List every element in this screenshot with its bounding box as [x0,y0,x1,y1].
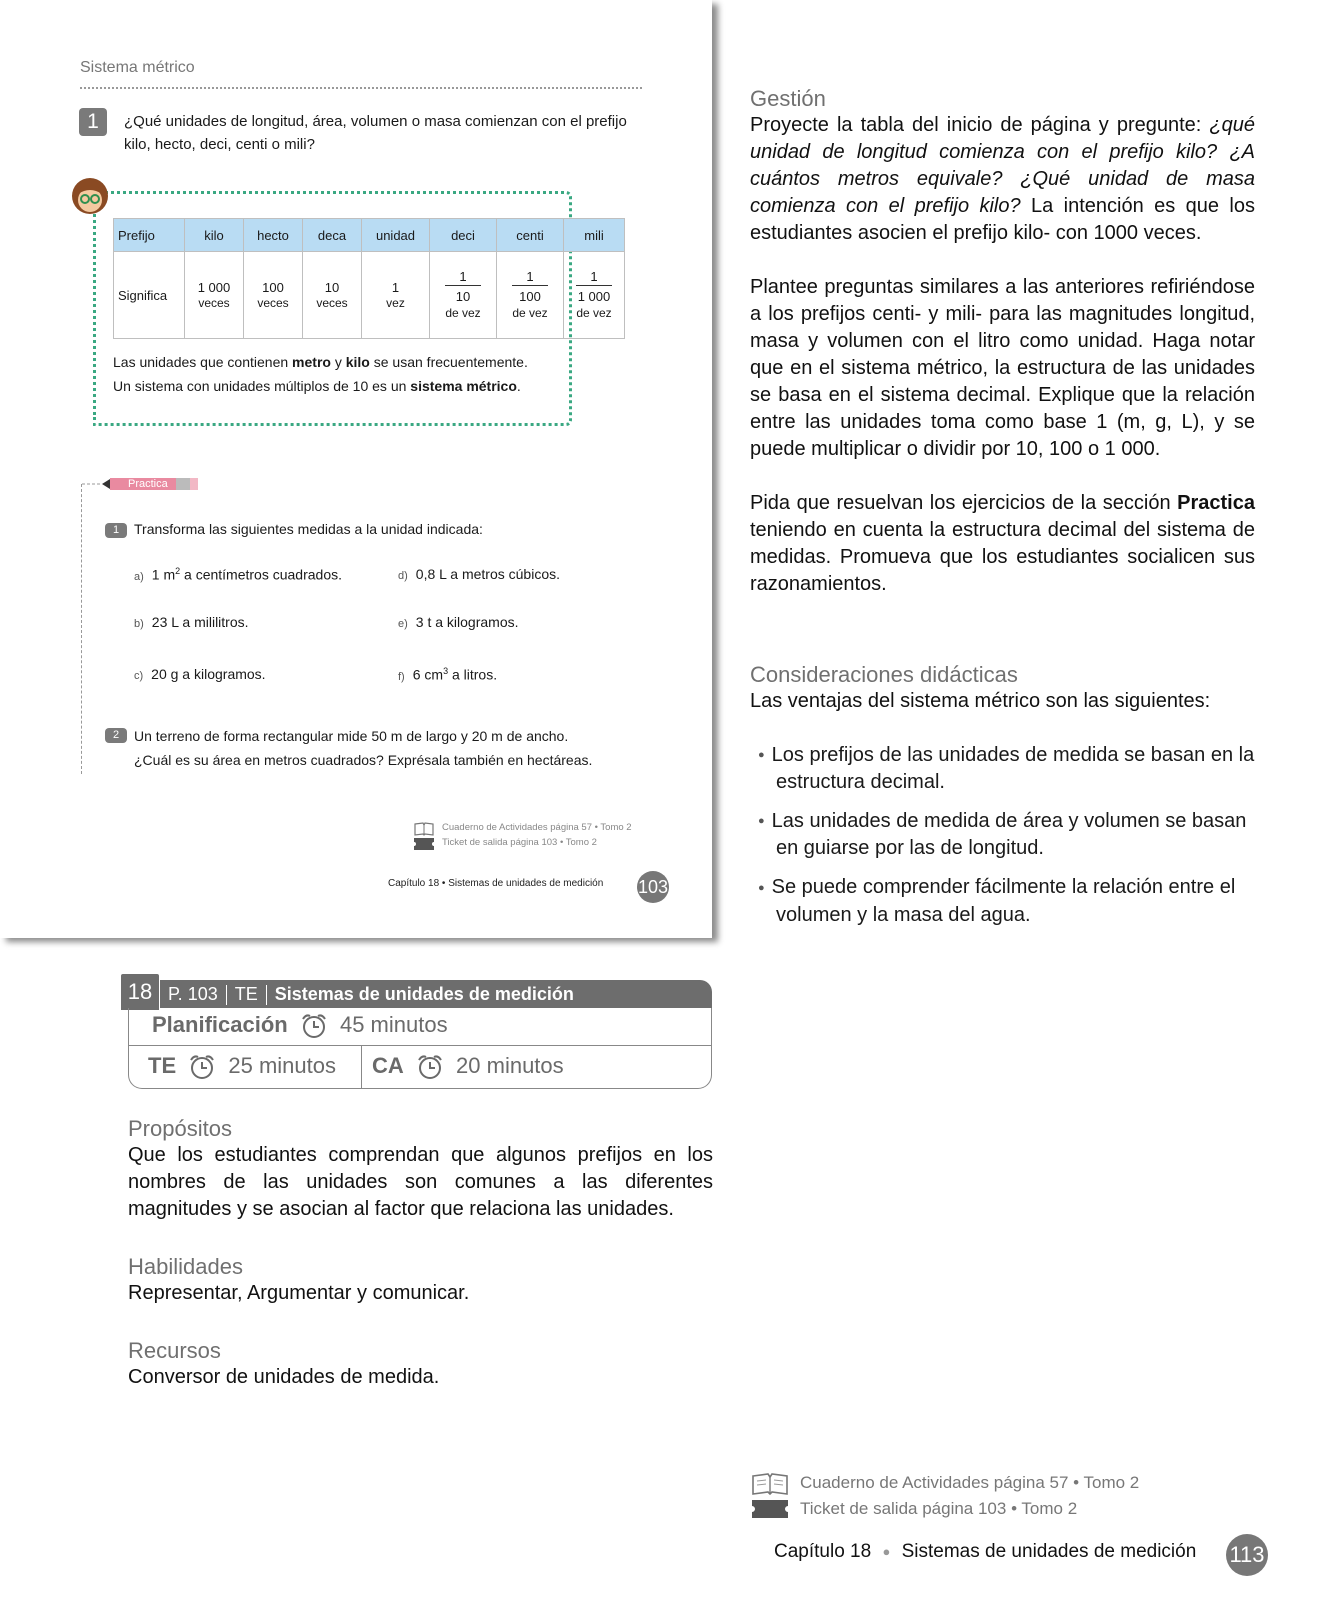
gestion-section [750,86,1255,598]
student-character-icon [70,176,110,216]
student-page-chapter: Capítulo 18 • Sistemas de unidades de medición [388,878,604,889]
ticket-icon [752,1500,788,1518]
exercise-item-d: d) 0,8 L a metros cúbicos. [398,566,560,582]
planning-header-bar [160,980,712,1008]
student-page-preview [0,0,712,938]
meaning-kilo: 1 000 veces [185,252,244,339]
prefix-deci: deci [430,219,497,252]
exercise-item-c: c) 20 g a kilogramos. [134,666,266,682]
alarm-clock-icon [416,1054,444,1080]
list-item: ● Los prefijos de las unidades de medida se basan en la estructura decimal. [750,742,1255,796]
prefix-deca: deca [303,219,362,252]
exercise-1-text: Transforma las siguientes medidas a la unidad indicada: [134,521,483,537]
prefix-hecto: hecto [244,219,303,252]
question-number: 1 [79,108,107,136]
page-reference: P. 103 [168,984,218,1004]
planning-divider [128,1045,712,1046]
exercise-item-e: e) 3 t a kilogramos. [398,614,519,630]
prefix-unidad: unidad [362,219,430,252]
meaning-hecto: 100 veces [244,252,303,339]
recursos-section [128,1338,713,1391]
section-title: Propósitos [128,1116,232,1141]
meaning-deci: 1 10 de vez [430,252,497,339]
section-intro: Las ventajas del sistema métrico son las siguientes: [750,690,1211,712]
student-page-header: Sistema métrico [80,59,195,76]
meaning-unidad: 1 vez [362,252,430,339]
prefix-centi: centi [497,219,564,252]
practice-label: Practica [128,478,168,490]
habilidades-section [128,1254,713,1307]
section-body: Representar, Argumentar y comunicar. [128,1282,470,1304]
exercise-2-text: Un terreno de forma rectangular mide 50 m de largo y 20 m de ancho. ¿Cuál es su área en metros cuadrados? Exprésala también en hectáreas. [134,728,593,768]
chapter-number-tab: 18 [119,972,161,1012]
page-number: 113 [1226,1534,1268,1576]
te-tag: TE [234,984,258,1004]
section-body: Que los estudiantes comprendan que algunos prefijos en los nombres de las unidades son comunes a las diferentes magnitudes y se asocian al factor que relaciona las unidades. [128,1144,713,1220]
section-title: Habilidades [128,1254,243,1279]
gestion-paragraph-3: Pida que resuelvan los ejercicios de la sección Practica teniendo en cuenta la estructura decimal del sistema de medidas. Promueva que los estudiantes socialicen sus razonamientos. [750,492,1255,595]
table-row-label: Significa [114,252,185,339]
propositos-section [128,1116,713,1223]
section-body: Conversor de unidades de medida. [128,1366,440,1388]
prefix-mili: mili [564,219,625,252]
planning-title: Sistemas de unidades de medición [274,984,574,1004]
consideraciones-section [750,662,1255,941]
exercise-item-a: a) 1 $m^2$ a centímetros cuadrados. [134,566,343,583]
gestion-paragraph-2: Plantee preguntas similares a las anteriores refiriéndose a los prefijos centi- y mili- para las magnitudes longitud, masa y volumen con el litro como unidad. Haga notar que en el sistema métrico, la estructura de las unidades se basa en el sistema decimal. Explique que la relación entre las unidades toma como base 1 (m, g, L), y se puede multiplicar o dividir por 10, 100 o 1 000. [750,276,1255,460]
planning-ca: CA 20 minutos [372,1053,564,1080]
alarm-clock-icon [188,1054,216,1080]
planning-divider-vertical [361,1046,362,1088]
list-item: ● Se puede comprender fácilmente la relación entre el volumen y la masa del agua. [750,874,1255,928]
info-note: Las unidades que contienen metro y kilo se usan frecuentemente. Un sistema con unidades múltiplos de 10 es un sistema métrico. [113,354,528,394]
question-text: ¿Qué unidades de longitud, área, volumen o masa comienzan con el prefijo kilo, hecto, deci, centi o mili? [124,113,627,153]
exit-ticket-reference: Ticket de salida página 103 • Tomo 2 [800,1499,1078,1518]
section-title: Gestión [750,86,826,111]
gestion-paragraph-1: Proyecte la tabla del inicio de página y pregunte: ¿qué unidad de longitud comienza con el prefijo kilo? ¿A cuántos metros equivale? ¿Qué unidad de masa comienza con el prefijo kilo? La intención es que los estudiantes asocien el prefijo kilo- con 1000 veces. [750,114,1255,244]
prefix-kilo: kilo [185,219,244,252]
book-icon [752,1473,788,1495]
section-title: Recursos [128,1338,221,1363]
meaning-deca: 10 veces [303,252,362,339]
exercise-item-f: f) 6 $cm^3$ a litros. [398,666,498,683]
chapter-footer: Capítulo 18 ● Sistemas de unidades de medición [774,1541,1197,1562]
student-page-number: 103 [637,871,669,903]
book-icon [414,822,434,836]
planning-total: Planificación 45 minutos [152,1012,448,1039]
prefix-table [113,218,625,339]
workbook-reference: Cuaderno de Actividades página 57 • Tomo 2 [800,1473,1140,1492]
exercise-item-b: b) 23 L a mililitros. [134,614,249,630]
alarm-clock-icon [300,1013,328,1039]
list-item: ● Las unidades de medida de área y volumen se basan en guiarse por las de longitud. [750,808,1255,862]
exit-ticket-reference: Ticket de salida página 103 • Tomo 2 [442,837,597,848]
planning-te: TE 25 minutos [148,1053,336,1080]
meaning-centi: 1 100 de vez [497,252,564,339]
practice-bracket [81,484,82,774]
table-header-label: Prefijo [114,219,185,252]
advantages-list [750,742,1255,929]
header-divider [80,87,642,89]
workbook-reference: Cuaderno de Actividades página 57 • Tomo 2 [442,822,632,833]
exercise-1-number: 1 [105,523,127,538]
exercise-2-number: 2 [105,728,127,743]
section-title: Consideraciones didácticas [750,662,1018,687]
ticket-icon [414,838,434,850]
meaning-mili: 1 1 000 de vez [564,252,625,339]
